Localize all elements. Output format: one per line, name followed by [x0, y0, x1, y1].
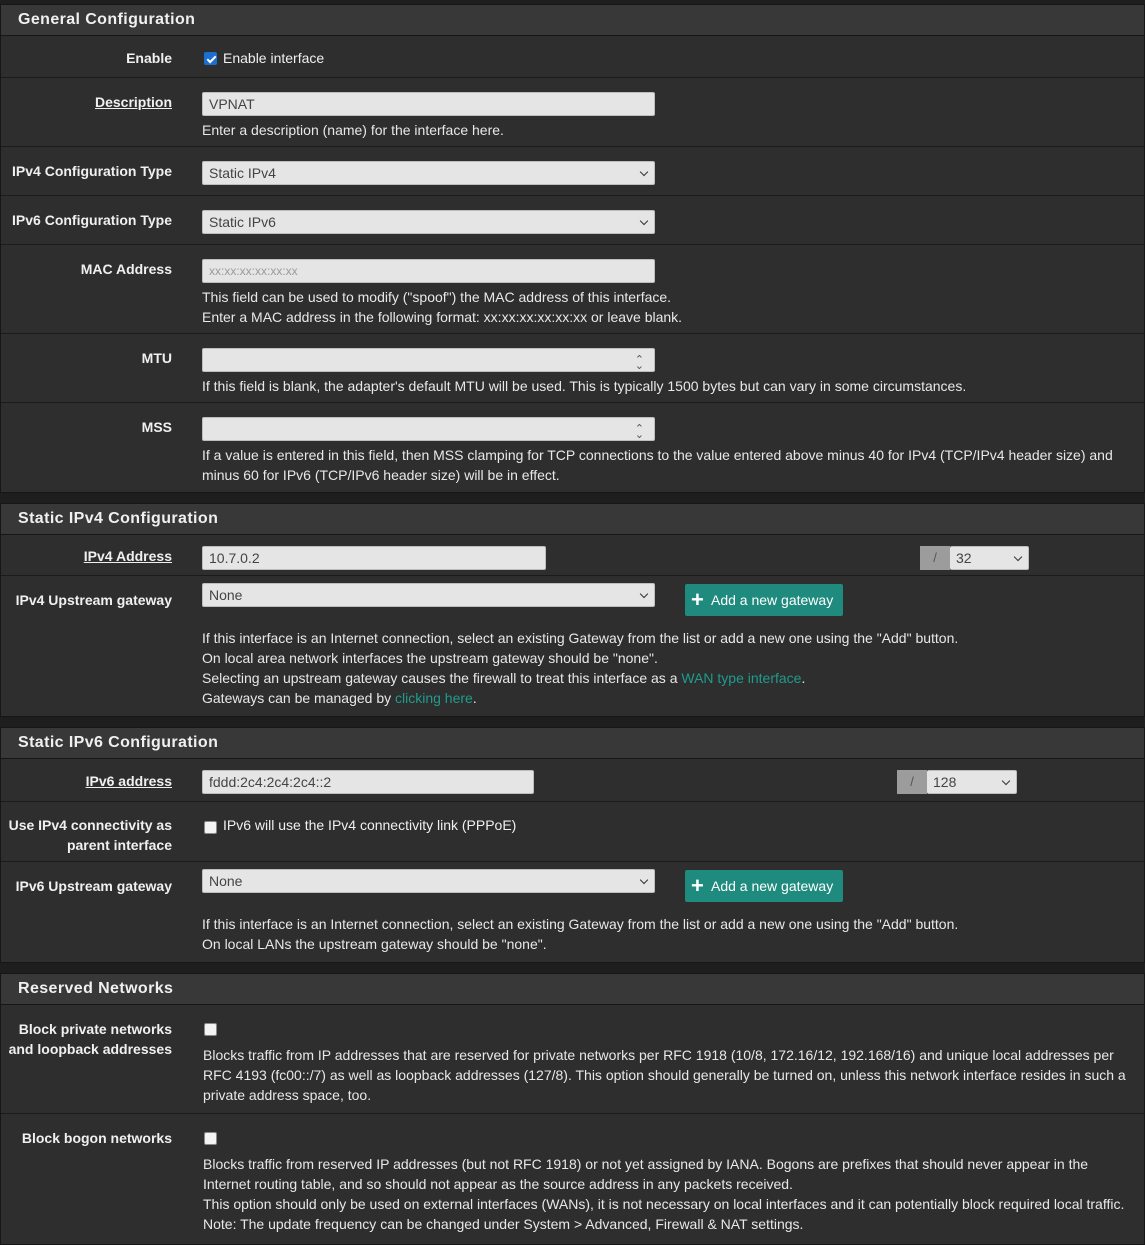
cidr-slash: /: [920, 546, 950, 570]
plus-icon: +: [691, 873, 704, 898]
cidr-slash: /: [897, 770, 927, 794]
ipv6-address-label: IPv6 address: [85, 773, 172, 789]
enable-checkbox-label[interactable]: Enable interface: [223, 50, 325, 66]
mss-input[interactable]: [202, 417, 655, 441]
ipv4-gateway-help: If this interface is an Internet connection, select an existing Gateway from the list or add a new one using the "Add" button. On local area network interfaces the upstream gateway should be "none". Selecting an upstream gateway causes the firewall to treat this interface as a WAN type interface. Gateways can be managed by clicking here.: [202, 630, 959, 706]
enable-checkbox[interactable]: [204, 52, 217, 65]
ipv6-type-select[interactable]: Static IPv6: [202, 210, 655, 234]
clicking-here-link[interactable]: clicking here: [395, 690, 473, 706]
ipv6-parent-row: [1, 802, 1144, 862]
block-bogon-help: Blocks traffic from reserved IP addresses (but not RFC 1918) or not yet assigned by IANA. Bogons are prefixes that should never appear in the Internet routing table, and so should not appear as the source address in any packets received. This option should only be used on external interfaces (WANs), it is not necessary on local interfaces and it can potentially block required local traffic. Note: The update frequency can be changed under System > Advanced, Firewall & NAT settings.: [203, 1156, 1125, 1232]
reserved-networks-panel: [0, 973, 1145, 1245]
ipv6-parent-checkbox-label[interactable]: IPv6 will use the IPv4 connectivity link (PPPoE): [223, 817, 517, 833]
block-bogon-row: [1, 1114, 1144, 1244]
add-ipv4-gateway-button[interactable]: [685, 584, 843, 616]
plus-icon: +: [691, 587, 704, 612]
mss-label: MSS: [141, 419, 172, 435]
panel-title: Static IPv4 Configuration: [1, 504, 1144, 535]
static-ipv4-panel: [0, 503, 1145, 717]
description-help: Enter a description (name) for the interface here.: [202, 122, 504, 138]
ipv6-type-label: IPv6 Configuration Type: [12, 212, 172, 228]
block-private-label: Block private networks and loopback addresses: [8, 1021, 172, 1057]
mac-input[interactable]: xx:xx:xx:xx:xx:xx: [202, 259, 655, 283]
panel-title: Static IPv6 Configuration: [1, 728, 1144, 759]
ipv6-address-input[interactable]: fddd:2c4:2c4:2c4::2: [202, 770, 534, 794]
block-private-row: [1, 1005, 1144, 1114]
ipv6-gateway-row: [1, 862, 1144, 962]
ipv4-type-select[interactable]: Static IPv4: [202, 161, 655, 185]
mac-help: This field can be used to modify ("spoof") the MAC address of this interface. Enter a MAC address in the following format: xx:xx:xx:xx:xx:xx or leave blank.: [202, 289, 683, 325]
general-configuration-panel: [0, 4, 1145, 493]
add-gateway-label: Add a new gateway: [711, 592, 834, 608]
mtu-row: [1, 334, 1144, 403]
ipv4-address-input[interactable]: 10.7.0.2: [202, 546, 546, 570]
ipv6-parent-label: Use IPv4 connectivity as parent interface: [8, 817, 172, 853]
mss-help: If a value is entered in this field, then MSS clamping for TCP connections to the value entered above minus 40 for IPv4 (TCP/IPv4 header size) and minus 60 for IPv6 (TCP/IPv6 header size) will be in effect.: [202, 447, 1113, 483]
ipv4-type-row: [1, 147, 1144, 196]
panel-title: Reserved Networks: [1, 974, 1144, 1005]
mac-label: MAC Address: [80, 261, 172, 277]
ipv4-gateway-select[interactable]: None: [202, 583, 655, 607]
ipv6-parent-checkbox[interactable]: [204, 821, 217, 834]
ipv6-cidr-select[interactable]: 128: [927, 770, 1017, 794]
ipv6-gateway-label: IPv6 Upstream gateway: [15, 878, 172, 894]
wan-type-link[interactable]: WAN type interface: [681, 670, 802, 686]
enable-row: [1, 36, 1144, 78]
description-row: [1, 78, 1144, 147]
mtu-label: MTU: [141, 350, 172, 366]
add-gateway-label: Add a new gateway: [711, 878, 834, 894]
description-input[interactable]: VPNAT: [202, 92, 655, 116]
mss-row: [1, 403, 1144, 492]
ipv6-type-row: [1, 196, 1144, 245]
block-bogon-checkbox[interactable]: [204, 1132, 217, 1145]
block-private-checkbox[interactable]: [204, 1023, 217, 1036]
block-bogon-label: Block bogon networks: [21, 1130, 172, 1146]
ipv4-gateway-row: [1, 576, 1144, 716]
block-private-help: Blocks traffic from IP addresses that are reserved for private networks per RFC 1918 (10/8, 172.16/12, 192.168/16) and unique local addresses per RFC 4193 (fc00::/7) as well as loopback addresses (127/8). This option should generally be turned on, unless this network interface resides in such a private address space, too.: [203, 1047, 1126, 1103]
ipv4-address-label: IPv4 Address: [83, 548, 172, 564]
ipv6-gateway-select[interactable]: None: [202, 869, 655, 893]
ipv6-gateway-help: If this interface is an Internet connection, select an existing Gateway from the list or add a new one using the "Add" button. On local LANs the upstream gateway should be "none".: [202, 916, 959, 952]
ipv6-address-row: [1, 759, 1144, 802]
panel-title: General Configuration: [1, 5, 1144, 36]
mtu-help: If this field is blank, the adapter's default MTU will be used. This is typically 1500 bytes but can vary in some circumstances.: [202, 378, 967, 394]
add-ipv6-gateway-button[interactable]: [685, 870, 843, 902]
mac-row: [1, 245, 1144, 334]
description-label: Description: [94, 94, 172, 110]
ipv4-address-row: [1, 535, 1144, 576]
enable-label: Enable: [126, 50, 172, 66]
static-ipv6-panel: [0, 727, 1145, 963]
ipv4-gateway-label: IPv4 Upstream gateway: [15, 592, 172, 608]
ipv4-type-label: IPv4 Configuration Type: [12, 163, 172, 179]
ipv4-cidr-select[interactable]: 32: [950, 546, 1029, 570]
mtu-input[interactable]: [202, 348, 655, 372]
